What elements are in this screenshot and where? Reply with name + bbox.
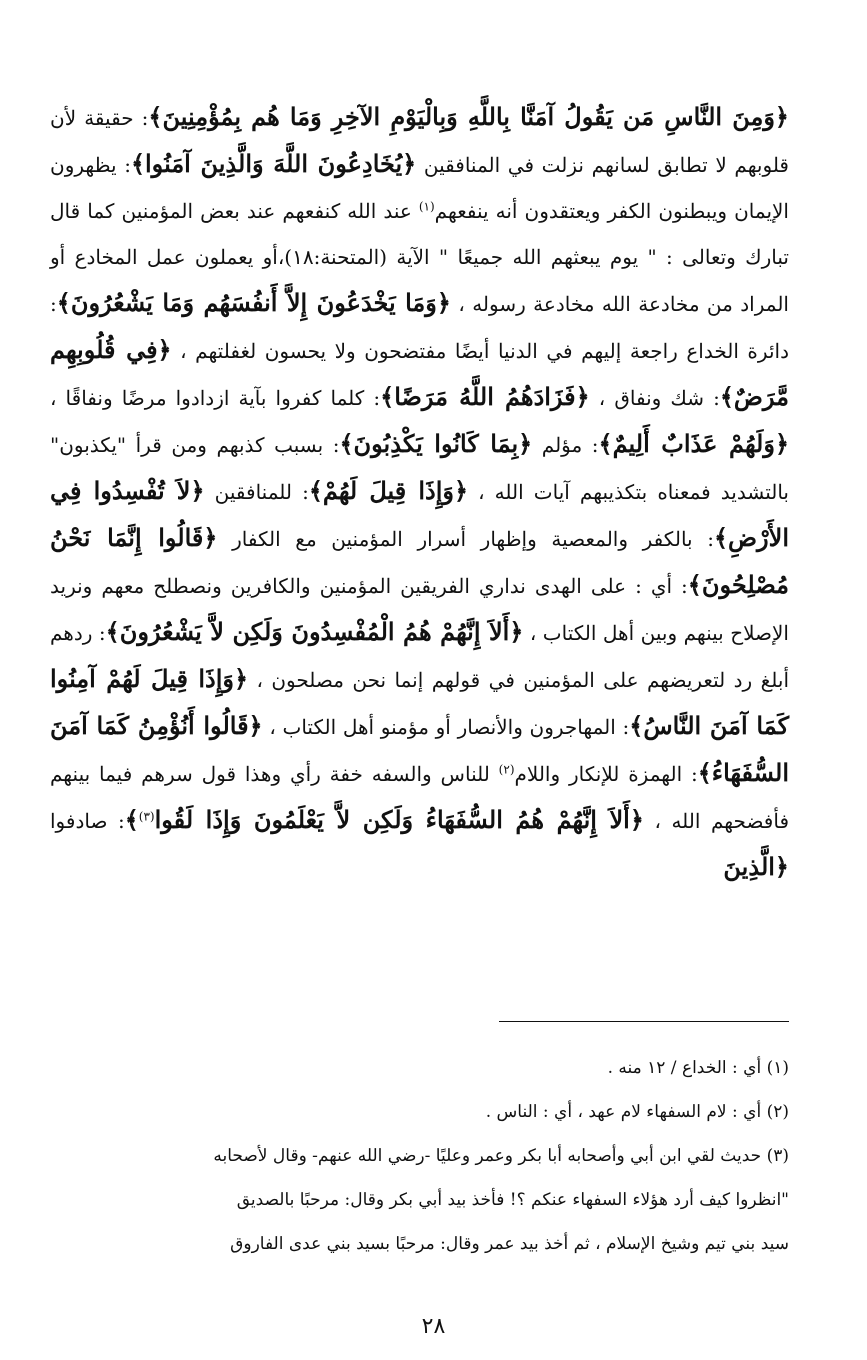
commentary-text: : بالكفر والمعصية وإظهار أسرار المؤمنين مع الكفار bbox=[217, 527, 714, 551]
quran-verse: ﴿وَمِنَ النَّاسِ مَن يَقُولُ آمَنَّا بِاللَّهِ وَبِالْيَوْمِ الآخِرِ وَمَا هُم بِمُؤْمِنِينَ﴾ bbox=[148, 102, 789, 131]
quran-verse: ﴿قَالُوا إِنَّمَا نَحْنُ مُصْلِحُونَ﴾ bbox=[50, 523, 789, 599]
quran-verse: ﴿قَالُوا أَنُؤْمِنُ كَمَا آمَنَ السُّفَهَاءُ﴾ bbox=[50, 711, 789, 787]
quran-verse: ﴿وَإِذَا قِيلَ لَهُمْ﴾ bbox=[308, 476, 469, 505]
footnote-separator bbox=[499, 1021, 789, 1022]
commentary-text: : كلما كفروا بآية ازدادوا مرضًا ونفاقًا ، bbox=[50, 386, 381, 410]
commentary-text: : دائرة الخداع راجعة إليهم في الدنيا أيضًا مفتضحون ولا يحسون لغفلتهم ، bbox=[50, 292, 789, 363]
quran-verse: ﴿وَلَهُمْ عَذَابٌ أَلِيمٌ﴾ bbox=[598, 429, 790, 458]
commentary-text: : أي : على الهدى نداري الفريقين المؤمنين والكافرين ونصطلح معهم ونريد الإصلاح بينهم وبين أهل الكتاب ، bbox=[50, 574, 789, 645]
quran-verse: ﴿وَإِذَا قِيلَ لَهُمْ آمِنُوا كَمَا آمَنَ النَّاسُ﴾ bbox=[50, 664, 789, 740]
quran-verse: ﴿فَزَادَهُمُ اللَّهُ مَرَضًا﴾ bbox=[380, 382, 590, 411]
quran-verse: ﴿لاَ تُفْسِدُوا فِي الأَرْضِ﴾ bbox=[50, 476, 789, 552]
page-number: ٢٨ bbox=[421, 1314, 446, 1339]
quran-verse: ﴿وَمَا يَخْدَعُونَ إِلاَّ أَنفُسَهُم وَمَا يَشْعُرُونَ﴾ bbox=[56, 288, 451, 317]
footnote-3-line-1: (٣) حديث لقي ابن أبي وأصحابه أبا بكر وعمر وعليًا -رضي الله عنهم- وقال لأصحابه bbox=[213, 1146, 789, 1166]
quran-verse: ﴿أَلاَ إِنَّهُمْ هُمُ السُّفَهَاءُ وَلَكِن لاَّ يَعْلَمُونَ وَإِذَا لَقُوا bbox=[154, 805, 644, 834]
main-paragraph bbox=[50, 94, 789, 891]
commentary-text: : صادفوا bbox=[50, 809, 125, 833]
commentary-text: : المهاجرون والأنصار أو مؤمنو أهل الكتاب ، bbox=[262, 715, 630, 739]
footnote-2: (٢) أي : لام السفهاء لام عهد ، أي : الناس . bbox=[485, 1102, 789, 1122]
quran-verse: ﴿يُخَادِعُونَ اللَّهَ وَالَّذِينَ آمَنُوا﴾ bbox=[130, 149, 417, 178]
quran-verse: ﴿فِي قُلُوبِهِم مَّرَضٌ﴾ bbox=[50, 335, 789, 411]
main-text bbox=[50, 94, 789, 891]
commentary-text: : شك ونفاق ، bbox=[589, 386, 720, 410]
footnote-ref: (١) bbox=[418, 199, 435, 214]
commentary-text: : حقيقة لأن قلوبهم لا تطابق لسانهم نزلت في المنافقين bbox=[50, 106, 789, 177]
quran-verse: ﴾ bbox=[124, 805, 139, 834]
footnote-ref: (٣) bbox=[138, 809, 155, 824]
footnote-3-line-3: سيد بني تيم وشيخ الإسلام ، ثم أخذ بيد عمر وقال: مرحبًا بسيد بني عدى الفاروق bbox=[230, 1234, 789, 1254]
commentary-text: : بسبب كذبهم ومن قرأ "يكذبون" بالتشديد فمعناه بتكذيبهم آيات الله ، bbox=[50, 433, 789, 504]
footnote-3-line-2: "انظروا كيف أرد هؤلاء السفهاء عنكم ؟! فأخذ بيد أبي بكر وقال: مرحبًا بالصديق bbox=[236, 1190, 789, 1210]
commentary-text: : ردهم أبلغ رد لتعريضهم على المؤمنين في قولهم إنما نحن مصلحون ، bbox=[50, 621, 790, 692]
footnote-1: (١) أي : الخداع / ١٢ منه . bbox=[607, 1058, 789, 1078]
commentary-text: : الهمزة للإنكار واللام bbox=[514, 762, 698, 786]
commentary-text: عند الله كنفعهم عند بعض المؤمنين كما قال تبارك وتعالى : " يوم يبعثهم الله جميعًا " الآية (المتحنة:١٨)،أو يعملون عمل المخادع أو المراد من مخادعة الله مخادعة رسوله ، bbox=[50, 199, 790, 316]
quran-verse: ﴿الَّذِينَ bbox=[723, 852, 789, 881]
commentary-text: : مؤلم bbox=[532, 433, 599, 457]
commentary-text: : يظهرون الإيمان ويبطنون الكفر ويعتقدون أنه ينفعهم bbox=[50, 153, 789, 223]
footnotes bbox=[50, 1046, 789, 1266]
commentary-text: : للمنافقين bbox=[204, 480, 309, 504]
footnote-ref: (٢) bbox=[498, 762, 515, 777]
quran-verse: ﴿أَلاَ إِنَّهُمْ هُمُ الْمُفْسِدُونَ وَلَكِن لاَّ يَشْعُرُونَ﴾ bbox=[105, 617, 524, 646]
quran-verse: ﴿بِمَا كَانُوا يَكْذِبُونَ﴾ bbox=[339, 429, 533, 458]
commentary-text: للناس والسفه خفة رأي وهذا قول سرهم فيما بينهم فأفضحهم الله ، bbox=[50, 762, 789, 833]
